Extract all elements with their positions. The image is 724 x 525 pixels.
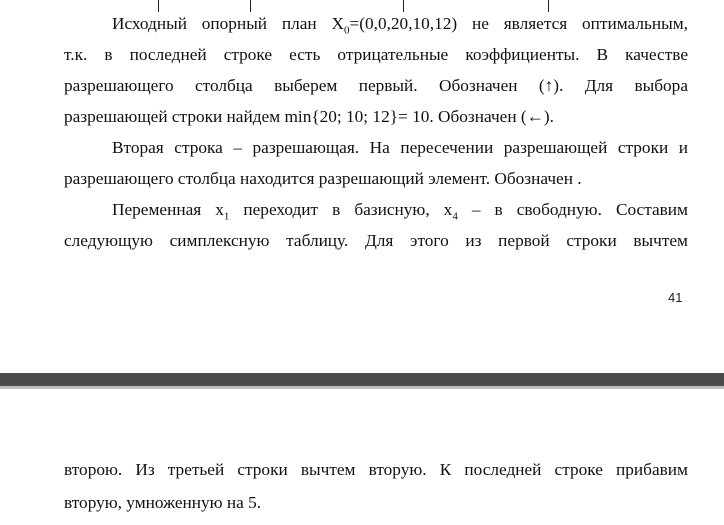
- subscript: 0: [343, 24, 350, 37]
- text: разрешающего столбца выберем первый. Обозначен (↑). Для выбора: [64, 76, 688, 95]
- text: т.к. в последней строке есть отрицательные коэффициенты. В качестве: [64, 45, 688, 64]
- paragraph-pivot-row: [64, 132, 688, 163]
- text-line: [64, 70, 688, 101]
- text-line: [64, 487, 688, 518]
- text: вторую, умноженную на 5.: [64, 493, 262, 512]
- text-line: [64, 101, 688, 132]
- paragraph-variable-swap: [64, 194, 688, 225]
- text: следующую симплексную таблицу. Для этого из первой строки вычтем: [64, 231, 688, 250]
- page-bottom: [0, 389, 724, 525]
- subscript: 1: [223, 210, 230, 223]
- text: =(0,0,20,10,12) не является оптимальным,: [349, 14, 688, 33]
- text-line: [64, 39, 688, 70]
- page-separator: [0, 373, 724, 386]
- text: – в свободную. Составим: [457, 200, 688, 219]
- text: переходит в базисную, x: [229, 200, 453, 219]
- subscript: 4: [452, 210, 458, 223]
- text: Исходный опорный план X: [112, 14, 344, 33]
- paragraph-initial-plan: [64, 8, 688, 39]
- page-number: 41: [668, 290, 683, 305]
- text: Переменная x: [112, 200, 224, 219]
- text: второю. Из третьей строки вычтем вторую. К последней строке прибавим: [64, 460, 688, 479]
- text-line: [64, 454, 688, 485]
- text-line: [64, 163, 688, 194]
- text: разрешающей строки найдем min{20; 10; 12}= 10. Обозначен (←).: [64, 107, 555, 126]
- text: Вторая строка – разрешающая. На пересечении разрешающей строки и: [112, 138, 688, 157]
- text: разрешающего столбца находится разрешающий элемент. Обозначен .: [64, 169, 582, 188]
- text-line: [64, 225, 688, 256]
